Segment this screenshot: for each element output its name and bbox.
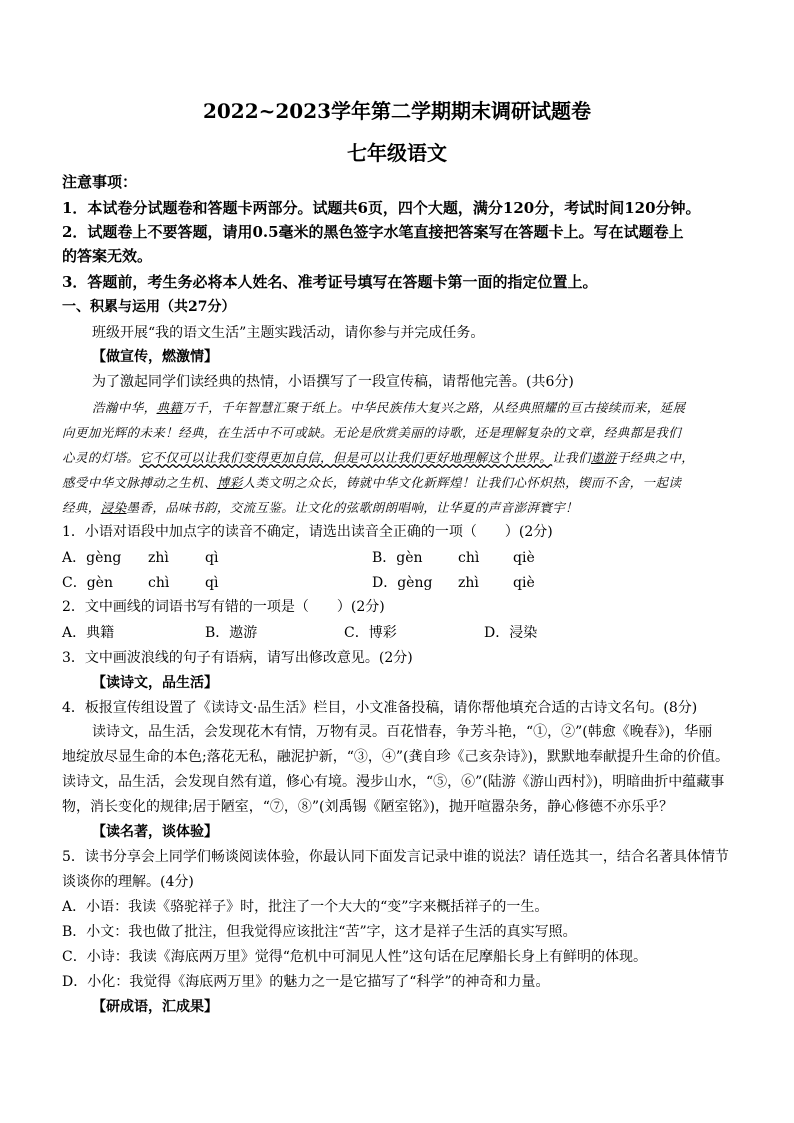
q5-option-b: B．小文：我也做了批注，但我觉得应该批注“苦”字，这才是祥子生活的真实写照。 — [62, 924, 577, 940]
q2-option-c: C．博彩 — [344, 625, 397, 641]
question-1: 1．小语对语段中加点字的读音不确定，请选出读音全正确的一项（ ）(2分) — [62, 524, 553, 540]
underlined-word: 遨游 — [590, 450, 617, 465]
q1-option-a: qì — [205, 550, 219, 566]
exam-title: 2022~2023学年第二学期期末调研试题卷 — [202, 99, 592, 123]
q4-paragraph: 读诗文，品生活，会发现自然有道，修心有境。漫步山水，“⑤，⑥”(陆游《游山西村》)，明暗曲折中蕴藏事 — [62, 774, 725, 790]
underlined-word: 博彩 — [216, 475, 243, 490]
q1-option-c: C．gèn — [62, 575, 113, 591]
part-heading-idioms: 【研成语，汇成果】 — [92, 999, 218, 1015]
passage-line: 经典，浸染墨香，品味书韵，交流互鉴。让文化的弦歌朗朗唱响，让华夏的声音澎湃寰宇！ — [62, 500, 579, 515]
q1-option-a: zhì — [148, 550, 169, 566]
section-heading: 一、积累与运用（共27分） — [62, 299, 236, 315]
q1-option-d: D．gèng — [372, 575, 433, 591]
q4-paragraph: 读诗文，品生活，会发现花木有情，万物有灵。百花惜春，争芳斗艳，“①，②”(韩愈《晚春》)，华丽 — [92, 724, 713, 740]
passage-line: 心灵的灯塔。它不仅可以让我们变得更加自信，但是可以让我们更好地理解这个世界。让我们遨游于经典之中， — [62, 450, 695, 465]
q1-option-d: qiè — [513, 575, 535, 591]
q1-option-b: chì — [458, 550, 480, 566]
q1-option-b: qiè — [513, 550, 535, 566]
passage-line: 浩瀚中华，典籍万千，千年智慧汇聚于纸上。中华民族伟大复兴之路，从经典照耀的亘古接续而来，延展 — [92, 400, 686, 415]
question-5-cont: 谈谈你的理解。(4分) — [62, 874, 194, 890]
q5-option-c: C．小诗：我读《海底两万里》觉得“危机中可洞见人性”这句话在尼摩船长身上有鲜明的体现。 — [62, 949, 648, 965]
notice-item-3: 3．答题前，考生务必将本人姓名、准考证号填写在答题卡第一面的指定位置上。 — [62, 273, 598, 291]
notice-item-1: 1．本试卷分试题卷和答题卡两部分。试题共6页，四个大题，满分120分，考试时间120分钟。 — [62, 199, 701, 217]
q4-paragraph: 地绽放尽显生命的本色;落花无私，融泥护新，“③，④”(龚自珍《己亥杂诗》)，默默地奉献提升生命的价值。 — [62, 749, 729, 765]
q2-option-d: D．浸染 — [484, 625, 538, 641]
passage-line: 感受中华文脉搏动之生机、博彩人类文明之众长，铸就中华文化新辉煌！让我们心怀炽热，锲而不舍，一起读 — [62, 475, 682, 490]
exam-subtitle: 七年级语文 — [347, 141, 447, 165]
wavy-sentence: 它不仅可以让我们变得更加自信，但是可以让我们更好地理解这个世界。 — [139, 450, 553, 465]
section-intro: 班级开展“我的语文生活”主题实践活动，请你参与并完成任务。 — [92, 325, 485, 341]
question-3: 3．文中画波浪线的句子有语病，请写出修改意见。(2分) — [62, 650, 413, 666]
notice-heading: 注意事项： — [62, 173, 138, 191]
q2-option-a: A．典籍 — [62, 625, 115, 641]
q5-option-a: A．小语：我读《骆驼祥子》时，批注了一个大大的“变”字来概括祥子的一生。 — [62, 899, 549, 915]
passage-line: 向更加光辉的未来！经典，在生活中不可或缺。无论是欣赏美丽的诗歌，还是理解复杂的文章，经典都是我们 — [62, 425, 682, 440]
q2-option-b: B．遨游 — [205, 625, 258, 641]
notice-item-2: 2．试题卷上不要答题，请用0.5毫米的黑色签字水笔直接把答案写在答题卡上。写在试题卷上 — [62, 223, 684, 241]
q1-option-a: A．gèng — [62, 550, 122, 566]
question-4: 4．板报宣传组设置了《读诗文·品生活》栏目，小文准备投稿，请你帮他填充合适的古诗文名句。(8分) — [62, 700, 698, 716]
q4-paragraph: 物，消长变化的规律;居于陋室，“⑦，⑧”(刘禹锡《陋室铭》)，抛开喧嚣杂务，静心修德不亦乐乎？ — [62, 799, 673, 815]
q5-option-d: D．小化：我觉得《海底两万里》的魅力之一是它描写了“科学”的神奇和力量。 — [62, 974, 550, 990]
question-2: 2．文中画线的词语书写有错的一项是（ ）(2分) — [62, 599, 385, 615]
underlined-word: 浸染 — [100, 500, 127, 515]
notice-item-2-cont: 的答案无效。 — [62, 247, 153, 265]
part-heading-poetry: 【读诗文，品生活】 — [92, 675, 218, 691]
underlined-word: 典籍 — [156, 400, 183, 415]
q1-option-d: zhì — [458, 575, 479, 591]
q1-option-c: qì — [205, 575, 219, 591]
q1-option-c: chì — [148, 575, 170, 591]
part-heading-classics: 【读名著，谈体验】 — [92, 824, 218, 840]
question-5: 5．读书分享会上同学们畅谈阅读体验，你最认同下面发言记录中谁的说法？请任选其一，结合名著具体情节 — [62, 849, 729, 865]
part-heading-publicity: 【做宣传，燃激情】 — [92, 349, 218, 365]
q1-option-b: B．gèn — [372, 550, 423, 566]
part-intro-publicity: 为了激起同学们读经典的热情，小语撰写了一段宣传稿，请帮他完善。(共6分) — [92, 374, 574, 390]
